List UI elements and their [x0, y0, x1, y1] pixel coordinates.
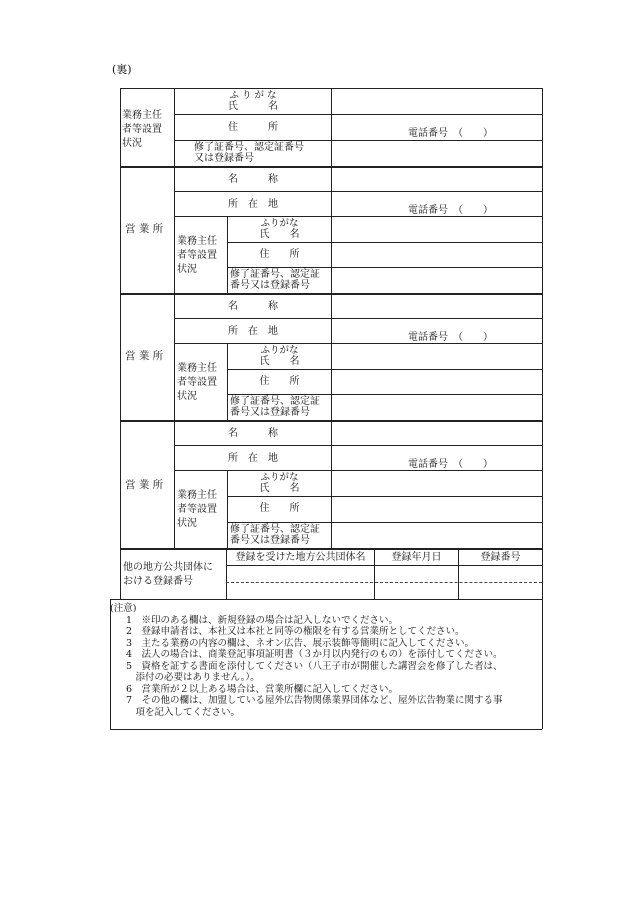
- form-left-border: [120, 88, 121, 599]
- col-reg-number-header: 登録番号: [480, 552, 521, 563]
- main-name-label: 氏 名: [228, 101, 278, 112]
- branch-3-location-label: 所 在 地: [228, 453, 278, 464]
- page-label: (裏): [112, 63, 132, 76]
- branch-1-name-label: 名 称: [228, 174, 278, 185]
- branch-1-address-label: 住 所: [259, 249, 300, 260]
- branch-3-address-label: 住 所: [259, 503, 300, 514]
- main-address-label: 住 所: [228, 122, 278, 133]
- branch-1-manager-label-1: 業務主任: [177, 236, 217, 247]
- branch-1-label: 営 業 所: [125, 223, 164, 235]
- notes-bottom-border: [110, 729, 542, 730]
- branch-2-manager-label-2: 者等設置: [177, 377, 217, 388]
- note-line: 4 法人の場合は、商業登記事項証明書（３か月以内発行のもの）を添付してください。: [126, 649, 503, 660]
- note-line: 5 資格を証する書面を添付してください（八王子市が開催した講習会を修了した者は、: [126, 660, 503, 672]
- notes-top-left-border: [110, 599, 120, 600]
- notes-title: (注意): [110, 603, 137, 614]
- branch-1-location-label: 所 在 地: [228, 199, 278, 210]
- branch-2-furigana-label: ふりがな: [260, 345, 299, 356]
- main-cert-label-2: 又は登録番号: [194, 153, 254, 164]
- branch-2-cert-label-2: 番号又は登録番号: [230, 407, 310, 418]
- form-right-border: [542, 88, 543, 599]
- branch-1-phone-label: 電話番号 （ ）: [408, 205, 493, 216]
- main-manager-label-3: 状況: [122, 138, 142, 149]
- note-line: 項を記入してください。: [126, 706, 241, 718]
- note-line: 1 ※印のある欄は、新規登録の場合は記入しないでください。: [126, 614, 399, 626]
- main-cert-label-1: 修了証番号、認定証番号: [194, 142, 304, 153]
- branch-3-manager-label-3: 状況: [177, 518, 197, 529]
- branch-2-location-label: 所 在 地: [228, 326, 278, 337]
- branch-3-person-name-label: 氏 名: [259, 483, 300, 494]
- note-line: 3 主たる業務の内容の欄は、ネオン広告、展示装飾等簡明に記入してください。: [126, 637, 475, 649]
- branch-1-furigana-label: ふりがな: [260, 218, 299, 229]
- branch-3-furigana-label: ふりがな: [260, 472, 299, 483]
- note-line: 6 営業所が２以上ある場合は、営業所欄に記入してください。: [126, 683, 399, 695]
- branch-3-cert-label-2: 番号又は登録番号: [230, 535, 310, 546]
- branch-3-label: 営 業 所: [125, 479, 164, 491]
- branch-3-manager-label-2: 者等設置: [177, 504, 217, 515]
- branch-3-phone-label: 電話番号 （ ）: [408, 459, 493, 470]
- form-bottom-border: [120, 599, 542, 600]
- col-reg-date-header: 登録年月日: [391, 552, 442, 563]
- col-gov-name-header: 登録を受けた地方公共団体名: [235, 552, 366, 563]
- branch-2-label: 営 業 所: [125, 350, 164, 362]
- main-phone-label: 電話番号 （ ）: [408, 128, 493, 139]
- branch-3-manager-label-1: 業務主任: [177, 490, 217, 501]
- branch-1-cert-label-1: 修了証番号、認定証: [230, 269, 320, 280]
- note-line: 添付の必要はありません。）。: [126, 672, 260, 683]
- branch-3-name-label: 名 称: [228, 428, 278, 439]
- branch-2-phone-label: 電話番号 （ ）: [408, 332, 493, 343]
- main-manager-label-2: 者等設置: [122, 124, 162, 135]
- branch-1-manager-label-2: 者等設置: [177, 250, 217, 261]
- branch-2-manager-label-3: 状況: [177, 391, 197, 402]
- notes-left-border: [110, 599, 111, 729]
- notes-section: [110, 603, 550, 718]
- branch-2-address-label: 住 所: [259, 376, 300, 387]
- notes-right-border: [542, 599, 543, 729]
- branch-2-name-label: 名 称: [228, 301, 278, 312]
- other-registration-label-2: おける登録番号: [123, 576, 193, 587]
- branch-1-manager-label-3: 状況: [177, 264, 197, 275]
- branch-1-person-name-label: 氏 名: [259, 229, 300, 240]
- branch-3-cert-label-1: 修了証番号、認定証: [230, 524, 320, 535]
- note-line: 7 その他の欄は、加盟している屋外広告物関係業界団体など、屋外広告物業に関する事: [126, 695, 503, 706]
- main-furigana-label: ふ り が な: [229, 90, 277, 101]
- main-manager-label-1: 業務主任: [122, 110, 162, 121]
- branch-1-cert-label-2: 番号又は登録番号: [230, 280, 310, 291]
- branch-2-cert-label-1: 修了証番号、認定証: [230, 396, 320, 407]
- other-registration-label-1: 他の地方公共団体に: [123, 562, 213, 573]
- branch-2-manager-label-1: 業務主任: [177, 363, 217, 374]
- branch-2-person-name-label: 氏 名: [259, 356, 300, 367]
- note-line: 2 登録申請者は、本社又は本社と同等の権限を有する営業所としてください。: [126, 626, 465, 637]
